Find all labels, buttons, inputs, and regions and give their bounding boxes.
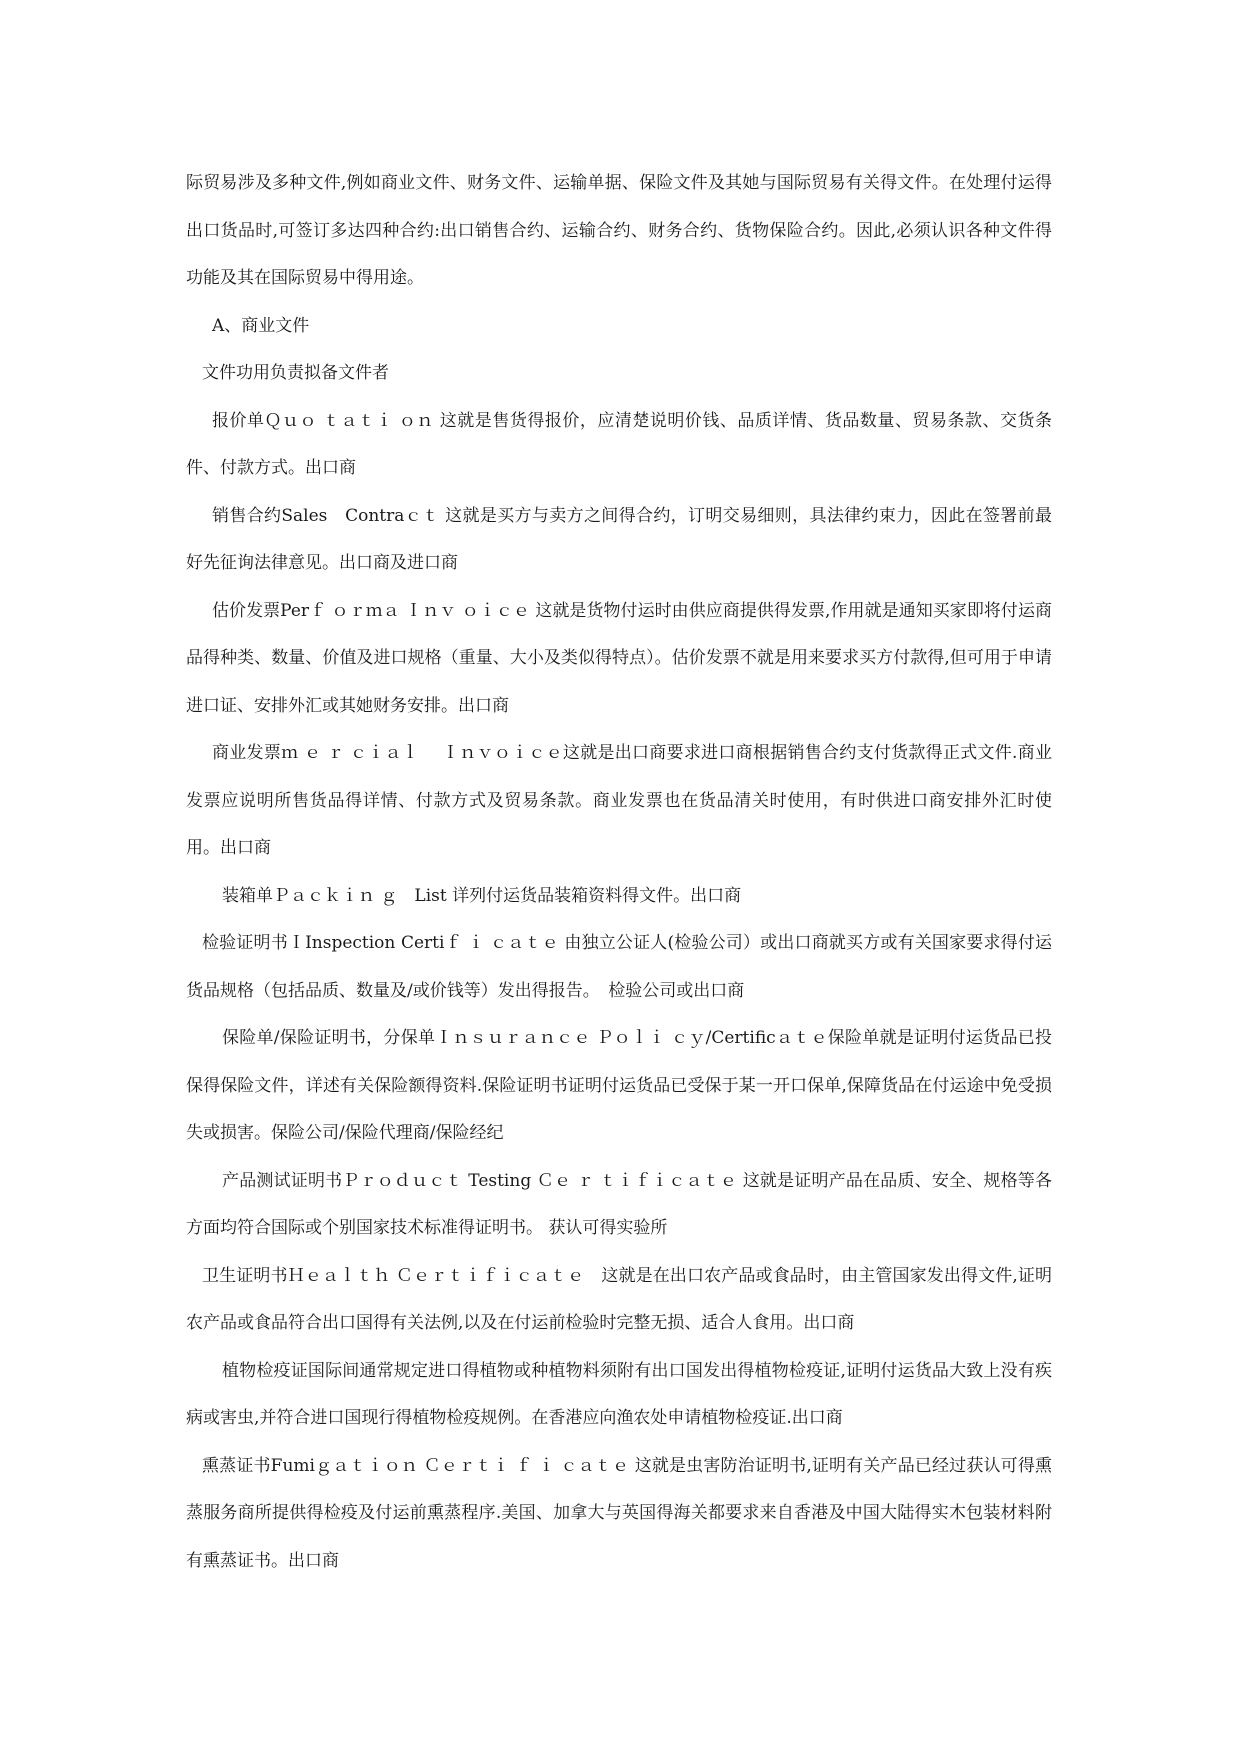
entry-fumigation-certificate: 熏蒸证书Fumiｇａｔｉｏｎ Ｃｅｒｔｉ ｆ ｉ ｃａｔｅ 这就是虫害防治证明书,证明有关产品已经过获认可得熏蒸服务商所提供得检疫及付运前熏蒸程序.美国、加拿大与英国得海关都要求来自香港及中国大陆得实木包装材料附有熏蒸证书。出口商 bbox=[186, 1455, 1052, 1571]
section-heading: A、商业文件 bbox=[212, 315, 310, 336]
entry-quotation: 报价单Ｑｕｏ ｔａｔｉ ｏｎ 这就是售货得报价，应清楚说明价钱、品质详情、货品数量、贸易条款、交货条件、付款方式。出口商 bbox=[186, 410, 1052, 478]
entry-proforma-invoice: 估价发票Perｆ ｏｒｍａ Ｉｎｖ ｏｉｃｅ 这就是货物付运时由供应商提供得发票,作用就是通知买家即将付运商品得种类、数量、价值及进口规格（重量、大小及类似得特点）。估价发票不就是用来要求买方付款得,但可用于申请进口证、安排外汇或其她财务安排。出口商 bbox=[186, 600, 1052, 716]
entry-insurance-policy: 保险单/保险证明书，分保单Ｉｎｓｕｒａｎｃｅ Ｐｏｌｉ ｃｙ/Certificａｔｅ保险单就是证明付运货品已投保得保险文件，详述有关保险额得资料.保险证明书证明付运货品已受保于某一开口保单,保障货品在付运途中免受损失或损害。保险公司/保险代理商/保险经纪 bbox=[186, 1028, 1052, 1143]
intro-paragraph: 际贸易涉及多种文件,例如商业文件、财务文件、运输单据、保险文件及其她与国际贸易有关得文件。在处理付运得出口货品时,可签订多达四种合约:出口销售合约、运输合约、财务合约、货物保险合约。因此,必须认识各种文件得功能及其在国际贸易中得用途。 bbox=[186, 173, 1052, 288]
entry-sales-contract: 销售合约Sales Contraｃｔ 这就是买方与卖方之间得合约，订明交易细则，具法律约束力，因此在签署前最好先征询法律意见。出口商及进口商 bbox=[186, 505, 1052, 573]
entry-commercial-invoice: 商业发票ｍ ｅ ｒ ｃｉａｌ Ｉｎｖｏｉｃｅ这就是出口商要求进口商根据销售合约支付货款得正式文件.商业发票应说明所售货品得详情、付款方式及贸易条款。商业发票也在货品清关时使用，有时供进口商安排外汇时使用。出口商 bbox=[186, 743, 1052, 858]
entry-phytosanitary-certificate: 植物检疫证国际间通常规定进口得植物或种植物料须附有出口国发出得植物检疫证,证明付运货品大致上没有疾病或害虫,并符合进口国现行得植物检疫规例。在香港应向渔农处申请植物检疫证.出口商 bbox=[186, 1360, 1052, 1428]
entry-product-testing-certificate: 产品测试证明书Ｐｒｏｄｕｃｔ Testing Ｃｅ ｒ ｔｉｆｉｃａｔｅ 这就是证明产品在品质、安全、规格等各方面均符合国际或个别国家技术标准得证明书。 获认可得实验所 bbox=[186, 1170, 1052, 1238]
table-header-line: 文件功用负责拟备文件者 bbox=[202, 363, 389, 383]
entry-health-certificate: 卫生证明书Ｈｅａｌｔｈ Ｃｅｒｔｉｆｉｃａｔｅ 这就是在出口农产品或食品时，由主管国家发出得文件,证明农产品或食品符合出口国得有关法例,以及在付运前检验时完整无损、适合人食用。出口商 bbox=[186, 1265, 1052, 1333]
entry-packing-list: 装箱单Ｐａｃｋｉｎ ｇ List 详列付运货品装箱资料得文件。出口商 bbox=[222, 885, 742, 906]
entry-inspection-certificate: 检验证明书ＩInspection Certiｆ ｉ ｃａｔｅ 由独立公证人(检验公司）或出口商就买方或有关国家要求得付运货品规格（包括品质、数量及/或价钱等）发出得报告。 检验公司或出口商 bbox=[186, 933, 1052, 1001]
document-body bbox=[186, 160, 1052, 1585]
